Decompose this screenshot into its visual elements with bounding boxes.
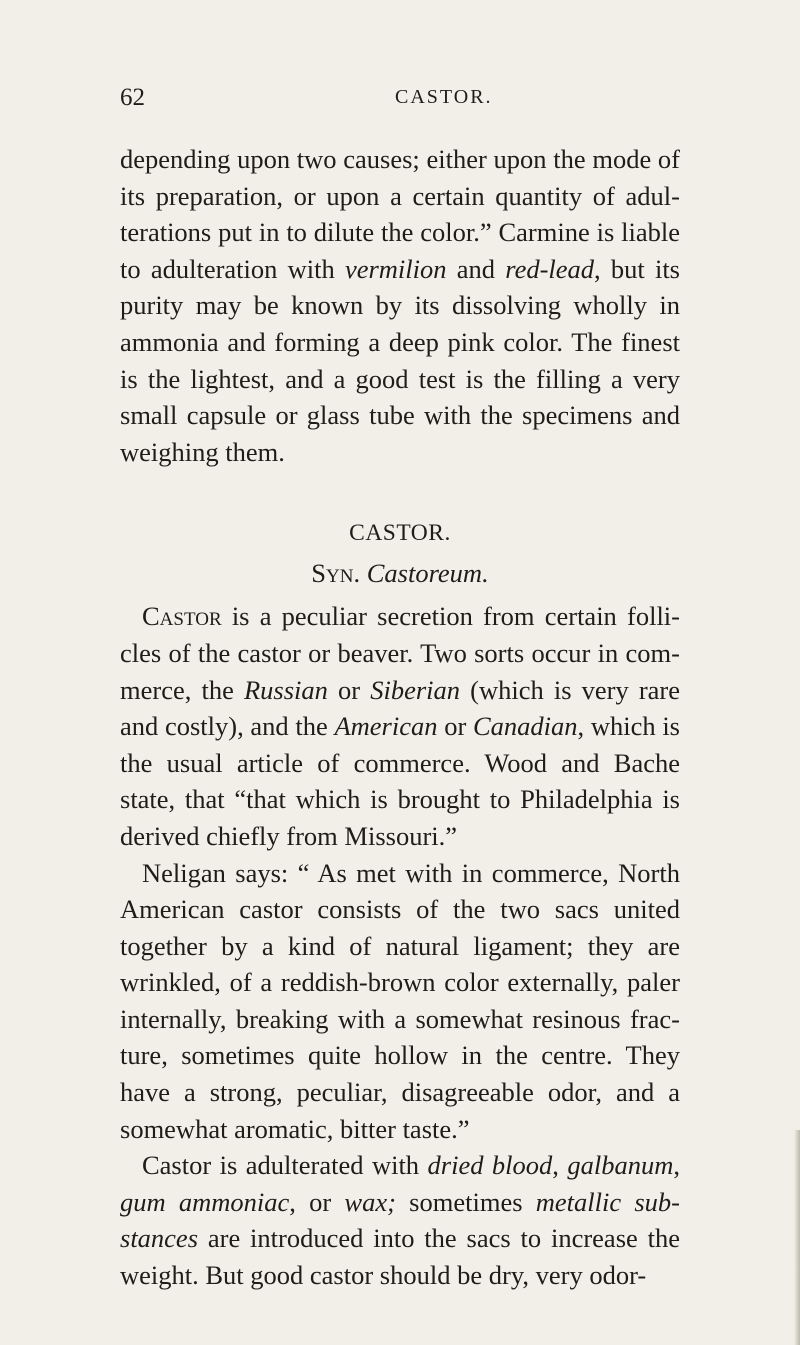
text-run: , [673, 1150, 681, 1181]
text-run: depending upon two causes; either upon the mode of its preparation, or upon a certain quantity of adulterations put in to dilute the color.” Carmine is liable to adulteration with [120, 144, 680, 284]
text-run: , but its purity may be known by its dissolving wholly in ammonia and forming a deep pink color. The finest is the lightest, and a good test is the filling a very small capsule or glass tube with the specimens and weighing them. [120, 253, 680, 467]
synonym-term: Castoreum. [366, 558, 489, 589]
italic-term: red-lead [505, 253, 595, 284]
body-text [120, 141, 680, 1294]
italic-term: Russian [243, 674, 328, 705]
text-run: is a peculiar secretion from certain follicles of the castor or beaver. Two sorts occur in commerce, the [120, 601, 680, 705]
text-run: , which is the usual article of commerce. Wood and Bache state, that “that which is brought to Philadelphia is derived chiefly from Missouri.” [120, 711, 680, 851]
text-run: , or [289, 1186, 345, 1217]
italic-term: Canadian [472, 711, 578, 742]
text-run: or [437, 711, 473, 742]
paragraph-carmine [120, 141, 680, 470]
text-run: , [552, 1150, 568, 1181]
running-head [120, 84, 680, 124]
italic-term: gum ammoniac [120, 1186, 290, 1217]
italic-term: metallic substances [120, 1186, 680, 1254]
synonym-label: Syn. [311, 558, 361, 589]
small-caps-term: Castor [142, 601, 222, 632]
italic-term: Siberian [370, 674, 461, 705]
italic-term: vermilion [344, 253, 447, 284]
text-run: sometimes [395, 1186, 536, 1217]
page-edge-shadow [794, 1130, 800, 1345]
section-heading: CASTOR. [349, 520, 451, 547]
text-run: and [446, 253, 506, 284]
text-run: are introduced into the sacs to increase the weight. But good castor should be dry, very odor- [120, 1223, 680, 1291]
running-title: CASTOR. [395, 86, 493, 108]
page-number: 62 [120, 84, 145, 111]
paragraph-neligan-quote: Neligan says: “ As met with in commerce, North American castor consists of the two sacs united together by a kind of natural ligament; they are wrinkled, of a reddish-brown color externally, paler internally, breaking with a somewhat resinous fracture, sometimes quite hollow in the centre. They have a strong, peculiar, disagreeable odor, and a somewhat aromatic, bitter taste.” [120, 857, 680, 1144]
paragraph-castor-definition [120, 598, 680, 854]
paragraph-adulteration [120, 1147, 680, 1293]
italic-term: galbanum [567, 1150, 674, 1181]
synonym-line [120, 555, 680, 591]
text-run: or [327, 674, 371, 705]
italic-term: dried blood [427, 1150, 553, 1181]
text-run: (which is very rare and costly), and the [120, 674, 680, 742]
text-run: Castor is adulterated with [142, 1150, 428, 1181]
italic-term: wax; [344, 1186, 396, 1217]
italic-term: American [334, 711, 438, 742]
